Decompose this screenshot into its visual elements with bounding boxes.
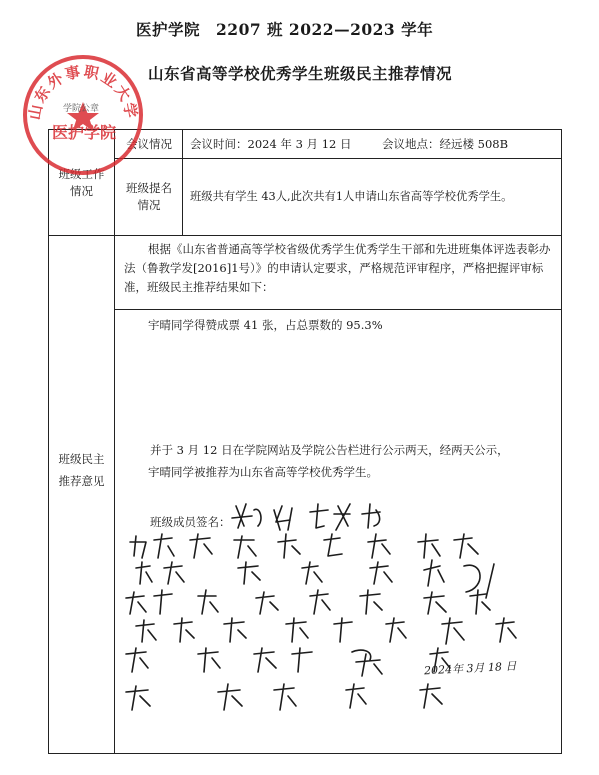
- publicity-line-1: 并于 3 月 12 日在学院网站及学院公告栏进行公示两天，经两天公示，: [150, 443, 509, 457]
- document-title: 山东省高等学校优秀学生班级民主推荐情况: [148, 64, 453, 83]
- opinion-label: 班级民主 推荐意见: [58, 452, 105, 488]
- meeting-time: 会议时间：2024 年 3 月 12 日: [190, 137, 352, 151]
- nominate-label: 班级提名 情况: [126, 181, 172, 212]
- meeting-label: 会议情况: [126, 137, 172, 151]
- meeting-place: 会议地点：经远楼 508B: [382, 137, 509, 151]
- signers-label: 班级成员签名：: [150, 515, 231, 529]
- handwritten-signatures: [120, 498, 560, 714]
- publicity-line-2: 宇晴同学被推荐为山东省高等学校优秀学生。: [148, 465, 378, 479]
- svg-text:山东外事职业大学: 山东外事职业大学: [25, 62, 141, 122]
- nominate-text: 班级共有学生 43人,此次共有1人申请山东省高等学校优秀学生。: [190, 190, 513, 203]
- school-seal: [18, 50, 148, 180]
- svg-text:学院公章: 学院公章: [62, 104, 100, 114]
- header-line-1: 医护学院 2207 班 2022—2023 学年: [136, 20, 434, 39]
- work-situation-label: 班级工作 情况: [58, 167, 105, 198]
- svg-text:医护学院: 医护学院: [51, 123, 117, 142]
- signing-date: 2024年 3月 18 日: [423, 659, 517, 678]
- basis-paragraph: 根据《山东省普通高等学校省级优秀学生优秀学生干部和先进班集体评选表彰办法（鲁教学发[2016]1号）》的申请认定要求，严格规范评审程序，严格把握评审标准，班级民主推荐结果如下：: [124, 242, 551, 294]
- vote-result: 宇晴同学得赞成票 41 张，占总票数的 95.3%: [148, 318, 383, 332]
